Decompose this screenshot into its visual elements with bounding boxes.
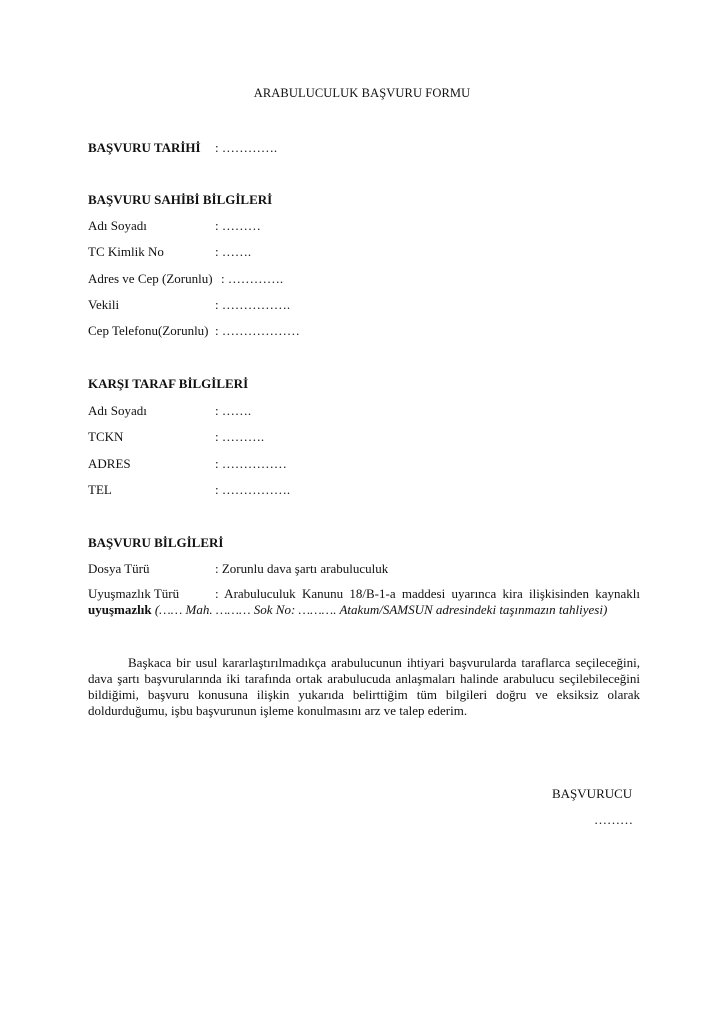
field-label: ADRES	[88, 456, 131, 471]
field-label: Adres ve Cep (Zorunlu)	[88, 271, 213, 286]
field-label: Adı Soyadı	[88, 403, 147, 418]
declaration-paragraph: Başkaca bir usul kararlaştırılmadıkça arabulucunun ihtiyari başvurularda taraflarca seçileceğini, dava şartı başvurularında iki tarafında ortak arabulucuda anlaşmaları halinde arabulucu seçilebileceğini bildiğimi, başvuru konusuna ilişkin yukarıda belirttiğim tüm bilgileri doğru ve eksiksiz olarak doldurduğumu, işbu başvurunun işleme konulmasını arz ve talep ederim.	[88, 655, 640, 718]
field-label: Vekili	[88, 297, 120, 312]
basvuru-tarihi-label: BAŞVURU TARİHİ	[88, 140, 201, 155]
karsi-taraf-heading: KARŞI TARAF BİLGİLERİ	[88, 376, 249, 391]
field-value: : …….	[215, 244, 252, 259]
field-label: Dosya Türü	[88, 561, 150, 576]
field-label: TEL	[88, 482, 112, 497]
field-value: : ……….	[215, 429, 265, 444]
signature-placeholder: ………	[594, 812, 633, 827]
field-value: : Arabuluculuk Kanunu 18/B-1-a maddesi uyarınca kira ilişkisinden kaynaklı	[215, 586, 640, 601]
signature-label: BAŞVURUCU	[552, 786, 633, 801]
field-label: Cep Telefonu(Zorunlu)	[88, 323, 209, 338]
basvuru-sahibi-heading: BAŞVURU SAHİBİ BİLGİLERİ	[88, 192, 273, 207]
field-value: : …………….	[215, 482, 291, 497]
field-value: : Zorunlu dava şartı arabuluculuk	[215, 561, 389, 576]
basvuru-tarihi-value: : ………….	[215, 140, 278, 155]
field-value: : ……………	[215, 456, 287, 471]
field-value: : …………….	[215, 297, 291, 312]
field-value: : …….	[215, 403, 252, 418]
field-value: : ………….	[221, 271, 284, 286]
basvuru-bilgileri-heading: BAŞVURU BİLGİLERİ	[88, 535, 224, 550]
field-value: : ………	[215, 218, 261, 233]
dispute-detail-prefix: uyuşmazlık	[88, 602, 152, 617]
field-label: Adı Soyadı	[88, 218, 147, 233]
property-address-text: (…… Mah. ……… Sok No: ………. Atakum/SAMSUN adresindeki taşınmazın tahliyesi)	[151, 602, 608, 617]
field-value: : ………………	[215, 323, 300, 338]
field-label: Uyuşmazlık Türü	[88, 586, 180, 601]
field-label: TC Kimlik No	[88, 244, 164, 259]
field-label: TCKN	[88, 429, 124, 444]
form-title: ARABULUCULUK BAŞVURU FORMU	[253, 86, 471, 100]
dispute-detail-line	[88, 602, 607, 618]
